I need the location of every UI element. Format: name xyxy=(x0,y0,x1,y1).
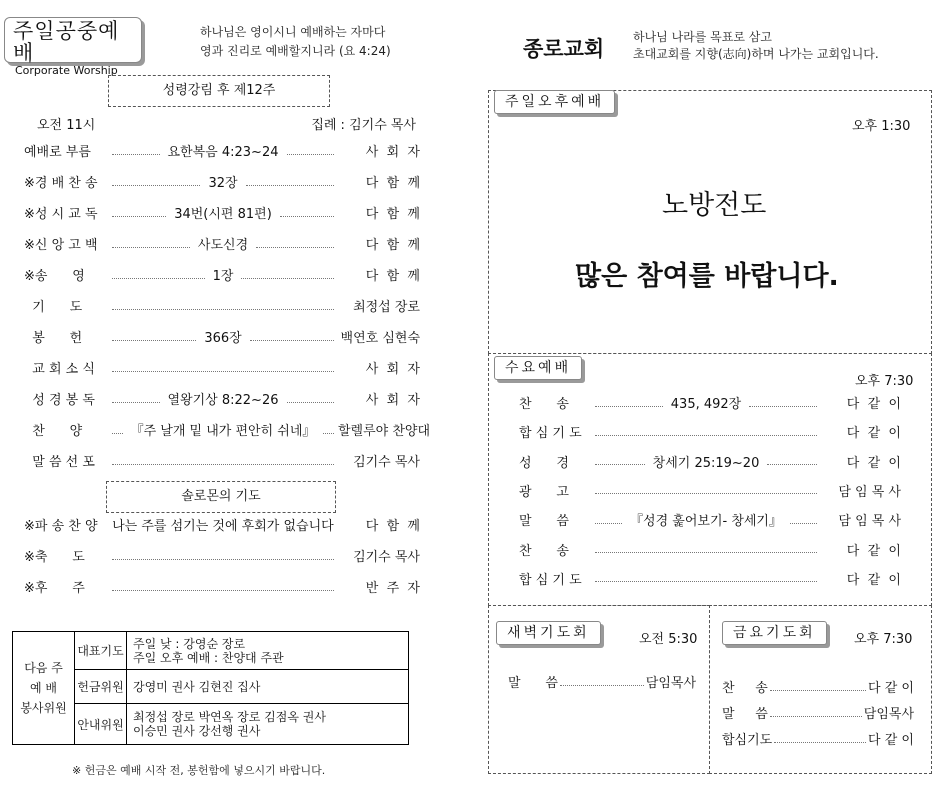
order-leader: 다 같 이 xyxy=(846,426,901,442)
order-label: ※송 영 xyxy=(24,269,85,284)
friday-row-leader: 담임목사 xyxy=(863,707,914,722)
leader-dots xyxy=(112,559,334,560)
leader-dots xyxy=(595,464,645,465)
leader-dots xyxy=(595,581,817,582)
order-leader: 다 같 이 xyxy=(846,572,901,588)
leader-dots xyxy=(112,340,196,341)
order-label: 합 심 기 도 xyxy=(519,572,582,588)
order-row xyxy=(519,512,901,532)
leader-dots xyxy=(112,309,334,310)
order-label: 말 씀 xyxy=(519,514,569,530)
wednesday-tab: 수요예배 xyxy=(494,356,582,380)
leader-dots xyxy=(595,523,622,524)
dawn-row xyxy=(508,674,696,694)
order-detail: 요한복음 4:23~24 xyxy=(167,145,279,160)
friday-row-leader: 다 같 이 xyxy=(868,681,914,696)
leader-dots xyxy=(287,154,335,155)
order-label: ※성 시 교 독 xyxy=(24,207,98,222)
order-label: ※파 송 찬 양 xyxy=(24,519,98,534)
order-row xyxy=(24,360,420,380)
leader-dots xyxy=(256,247,334,248)
order-detail: 나는 주를 섬기는 것에 후회가 없습니다 xyxy=(112,519,334,534)
church-motto xyxy=(633,29,879,63)
friday-row-leader: 다 같 이 xyxy=(868,733,914,748)
leader-dots xyxy=(112,433,123,434)
order-label: 성 경 xyxy=(519,455,569,471)
order-row xyxy=(24,329,420,349)
leader-dots xyxy=(287,402,335,403)
order-detail: 『성경 훑어보기- 창세기』 xyxy=(630,514,782,530)
order-leader: 다 함 께 xyxy=(365,269,420,284)
order-leader: 담 임 목 사 xyxy=(838,484,901,500)
leader-dots xyxy=(749,406,817,407)
order-row xyxy=(24,517,420,537)
group-label-line: 예 배 xyxy=(30,681,57,695)
friday-row-label: 말 씀 xyxy=(722,707,768,722)
order-leader: 다 함 께 xyxy=(365,176,421,191)
order-detail: 창세기 25:19~20 xyxy=(652,455,760,471)
order-leader: 김기수 목사 xyxy=(353,550,420,565)
order-leader: 다 함 께 xyxy=(365,519,420,534)
order-leader: 할렐루야 찬양대 xyxy=(338,424,431,439)
group-label-line: 봉사위원 xyxy=(20,701,67,715)
worship-title: 주일공중예배 xyxy=(13,19,120,65)
motto-line: 하나님 나라를 목표로 삼고 xyxy=(633,30,772,44)
order-label: 교 회 소 식 xyxy=(24,362,95,377)
order-leader: 다 같 이 xyxy=(846,397,902,412)
leader-dots xyxy=(112,247,190,248)
friday-tab: 금요기도회 xyxy=(722,621,827,645)
order-leader: 사 회 자 xyxy=(365,393,420,408)
volunteer-role: 헌금위원 xyxy=(75,670,127,703)
volunteer-table xyxy=(12,631,409,745)
order-row xyxy=(24,143,420,163)
leader-dots xyxy=(767,464,817,465)
leader-dots xyxy=(280,216,334,217)
order-row xyxy=(24,267,420,287)
order-label: ※축 도 xyxy=(24,550,85,565)
volunteer-line: 주일 오후 예배 : 찬양대 주관 xyxy=(133,650,284,665)
leader-dots xyxy=(595,406,663,407)
leader-dots xyxy=(770,716,862,717)
leader-dots xyxy=(246,185,334,186)
church-name: 종로교회 xyxy=(523,37,605,61)
afternoon-main-text: 노방전도 xyxy=(662,190,767,221)
leader-dots xyxy=(112,464,334,465)
order-row xyxy=(519,424,901,444)
volunteer-line: 최정섭 장로 박연옥 장로 김점옥 권사 xyxy=(133,710,326,724)
order-row xyxy=(24,205,420,225)
order-row xyxy=(24,391,420,411)
friday-row xyxy=(722,705,914,725)
dawn-tab: 새벽기도회 xyxy=(496,621,601,645)
volunteer-names xyxy=(127,670,408,703)
volunteer-row xyxy=(75,704,408,744)
order-row xyxy=(24,453,420,473)
leader-dots xyxy=(112,371,334,372)
order-row xyxy=(24,579,420,599)
volunteer-line: 주일 낮 : 강영순 장로 xyxy=(133,636,246,651)
volunteer-group-label xyxy=(13,632,75,744)
order-label: 예배로 부름 xyxy=(24,145,91,160)
leader-dots xyxy=(241,278,334,279)
afternoon-sub-text: 많은 참여를 바랍니다. xyxy=(575,261,839,292)
order-label: 말 씀 선 포 xyxy=(24,455,95,470)
group-label-line: 다음 주 xyxy=(24,661,63,675)
scripture-verse xyxy=(200,23,391,61)
leader-dots xyxy=(595,552,817,553)
order-row xyxy=(519,571,901,591)
order-leader: 다 함 께 xyxy=(365,207,420,222)
order-leader: 다 함 께 xyxy=(365,238,421,253)
leader-dots xyxy=(595,493,817,494)
order-row xyxy=(24,298,420,318)
order-label: 찬 양 xyxy=(24,424,83,439)
dawn-row-leader: 담임목사 xyxy=(645,676,696,691)
order-label: 찬 송 xyxy=(519,397,569,412)
leader-dots xyxy=(112,590,334,591)
order-leader: 사 회 자 xyxy=(365,362,420,377)
friday-row xyxy=(722,731,914,751)
order-label: 기 도 xyxy=(24,300,83,315)
order-label: 광 고 xyxy=(519,484,569,500)
friday-time: 오후 7:30 xyxy=(854,632,913,647)
order-leader: 담 임 목 사 xyxy=(838,514,902,530)
volunteer-role: 대표기도 xyxy=(75,632,127,669)
volunteer-row xyxy=(75,632,408,670)
week-title: 성령강림 후 제12주 xyxy=(108,75,330,107)
friday-row xyxy=(722,679,914,699)
order-row xyxy=(519,542,901,562)
order-row xyxy=(24,422,431,442)
motto-line: 초대교회를 지향(志向)하며 나가는 교회입니다. xyxy=(633,47,879,61)
order-row xyxy=(24,236,420,256)
volunteer-names xyxy=(127,704,408,744)
wednesday-panel xyxy=(488,353,932,606)
order-detail: 『주 날개 밑 내가 편안히 쉬네』 xyxy=(130,424,316,439)
order-leader: 김기수 목사 xyxy=(353,455,420,470)
order-row xyxy=(24,174,420,194)
leader-dots xyxy=(250,340,334,341)
order-leader: 최정섭 장로 xyxy=(353,300,420,315)
sermon-title: 솔로몬의 기도 xyxy=(106,481,336,513)
order-leader: 사 회 자 xyxy=(365,145,420,160)
order-leader: 백연호 심현숙 xyxy=(340,331,420,346)
leader-dots xyxy=(323,433,334,434)
dawn-time: 오전 5:30 xyxy=(639,632,698,647)
leader-dots xyxy=(595,435,817,436)
order-row xyxy=(519,454,901,474)
volunteer-line: 강영미 권사 김현진 집사 xyxy=(133,679,261,694)
worship-title-box xyxy=(4,17,142,77)
verse-line: 영과 진리로 예배할지니라 (요 4:24) xyxy=(200,44,391,58)
friday-row-label: 찬 송 xyxy=(722,681,768,696)
leader-dots xyxy=(112,278,205,279)
leader-dots xyxy=(774,742,866,743)
volunteer-role: 안내위원 xyxy=(75,704,127,744)
leader-dots xyxy=(790,523,817,524)
order-detail: 32장 xyxy=(208,176,238,191)
order-detail: 34번(시편 81편) xyxy=(174,207,272,222)
leader-dots xyxy=(112,216,166,217)
offering-note: ※ 헌금은 예배 시작 전, 봉헌함에 넣으시기 바랍니다. xyxy=(72,764,326,777)
order-detail: 열왕기상 8:22~26 xyxy=(167,393,279,408)
order-label: 봉 헌 xyxy=(24,331,83,346)
order-label: ※신 앙 고 백 xyxy=(24,238,98,253)
afternoon-time: 오후 1:30 xyxy=(852,119,911,134)
order-label: ※후 주 xyxy=(24,581,85,596)
worship-title-english: Corporate Worship xyxy=(15,64,118,77)
order-detail: 1장 xyxy=(212,269,234,284)
order-row xyxy=(24,548,420,568)
order-detail: 사도신경 xyxy=(197,238,249,253)
leader-dots xyxy=(770,690,866,691)
service-time: 오전 11시 xyxy=(37,118,96,133)
leader-dots xyxy=(112,154,160,155)
order-label: ※경 배 찬 송 xyxy=(24,176,98,191)
order-leader: 반 주 자 xyxy=(365,581,420,596)
order-label: 합 심 기 도 xyxy=(519,426,582,442)
order-row xyxy=(519,395,901,415)
wednesday-time: 오후 7:30 xyxy=(855,374,914,389)
leader-dots xyxy=(560,685,644,686)
volunteer-names xyxy=(127,632,408,669)
afternoon-tab: 주일오후예배 xyxy=(494,90,615,114)
order-row xyxy=(519,483,901,503)
order-leader: 다 같 이 xyxy=(846,455,901,471)
dawn-row-label: 말 씀 xyxy=(508,676,558,691)
order-leader: 다 같 이 xyxy=(846,543,901,559)
volunteer-row xyxy=(75,670,408,704)
verse-line: 하나님은 영이시니 예배하는 자마다 xyxy=(200,25,386,39)
order-label: 찬 송 xyxy=(519,543,569,559)
order-label: 성 경 봉 독 xyxy=(24,393,95,408)
leader-dots xyxy=(112,185,200,186)
volunteer-line: 이승민 권사 강선행 권사 xyxy=(133,724,261,738)
friday-row-label: 합심기도 xyxy=(722,733,773,748)
leader-dots xyxy=(112,402,160,403)
order-detail: 435, 492장 xyxy=(670,397,742,412)
order-detail: 366장 xyxy=(204,331,242,346)
officiant: 집례 : 김기수 목사 xyxy=(311,118,416,133)
